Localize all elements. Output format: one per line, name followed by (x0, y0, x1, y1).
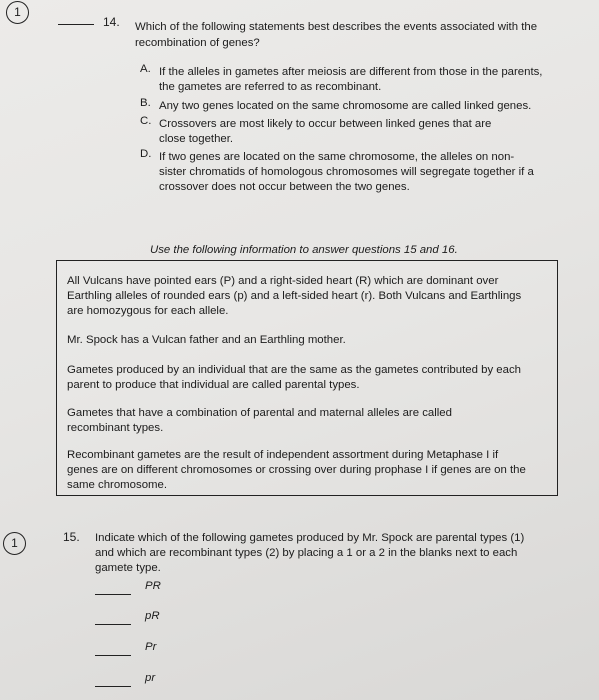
info-p4-line1: Gametes that have a combination of parental and maternal alleles are called (67, 407, 452, 419)
info-p2-line1: Mr. Spock has a Vulcan father and an Earthling mother. (67, 334, 346, 346)
info-p1-line2: Earthling alleles of rounded ears (p) and a left-sided heart (r). Both Vulcans and Earthlings (67, 290, 522, 302)
question-15-prompt-line2: and which are recombinant types (2) by placing a 1 or a 2 in the blanks next to each (95, 547, 518, 559)
info-p3-line1: Gametes produced by an individual that are the same as the gametes contributed by each (67, 364, 522, 376)
gamete-label-PR: PR (145, 580, 161, 592)
info-p5-line2: genes are on different chromosomes or crossing over during prophase I if genes are on the (67, 464, 526, 476)
point-value-circle-q14: 1 (6, 1, 29, 24)
info-p5-line1: Recombinant gametes are the result of independent assortment during Metaphase I if (67, 449, 499, 461)
option-b-line1: Any two genes located on the same chromosome are called linked genes. (159, 100, 532, 112)
instruction-text: Use the following information to answer questions 15 and 16. (150, 244, 458, 256)
option-a-letter: A. (140, 63, 151, 75)
option-c-line1: Crossovers are most likely to occur between linked genes that are (159, 118, 492, 130)
option-b-letter: B. (140, 97, 151, 109)
option-a-line1: If the alleles in gametes after meiosis are different from those in the parents, (159, 66, 543, 78)
gamete-label-pR: pR (145, 610, 160, 622)
question-15-prompt-line3: gamete type. (95, 562, 161, 574)
answer-blank-pr-upper[interactable] (95, 594, 131, 595)
gamete-label-Pr: Pr (145, 641, 157, 653)
question-14-prompt-line1: Which of the following statements best describes the events associated with the (135, 21, 538, 33)
option-d-line1: If two genes are located on the same chromosome, the alleles on non- (159, 151, 515, 163)
gamete-label-pr: pr (145, 672, 156, 684)
option-a-line2: the gametes are referred to as recombinant. (159, 81, 382, 93)
question-14-prompt-line2: recombination of genes? (135, 37, 260, 49)
info-p1-line3: are homozygous for each allele. (67, 305, 229, 317)
question-number-14: 14. (103, 15, 120, 29)
info-p5-line3: same chromosome. (67, 479, 168, 491)
question-number-15: 15. (63, 530, 80, 544)
option-c-letter: C. (140, 115, 152, 127)
answer-blank-pR[interactable] (95, 624, 131, 625)
info-p1-line1: All Vulcans have pointed ears (P) and a right-sided heart (R) which are dominant over (67, 275, 499, 287)
answer-blank-pr-lower[interactable] (95, 686, 131, 687)
info-p3-line2: parent to produce that individual are called parental types. (67, 379, 360, 391)
answer-blank-Pr[interactable] (95, 655, 131, 656)
option-c-line2: close together. (159, 133, 234, 145)
info-box (56, 260, 558, 496)
option-d-letter: D. (140, 148, 152, 160)
point-value-circle-q15: 1 (3, 532, 26, 555)
option-d-line3: crossover does not occur between the two genes. (159, 181, 410, 193)
info-p4-line2: recombinant types. (67, 422, 164, 434)
option-d-line2: sister chromatids of homologous chromosomes will segregate together if a (159, 166, 534, 178)
question-15-prompt-line1: Indicate which of the following gametes produced by Mr. Spock are parental types (1) (95, 532, 525, 544)
answer-blank-q14[interactable] (58, 24, 94, 25)
